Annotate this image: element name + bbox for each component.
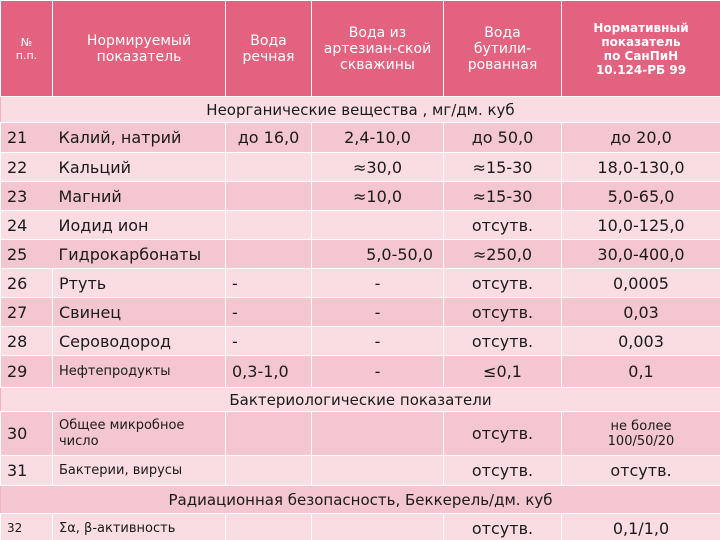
row-artesian-value — [312, 211, 444, 240]
row-river-value: 0,3-1,0 — [226, 356, 312, 388]
row-bottled-value: отсутв. — [444, 211, 562, 240]
row-river-value — [226, 153, 312, 182]
row-river-value — [226, 211, 312, 240]
row-indicator: Калий, натрий — [53, 123, 226, 153]
row-number: 29 — [1, 356, 53, 388]
table-row — [1, 356, 720, 388]
section-row-inorganic — [1, 97, 720, 123]
table-row — [1, 456, 720, 486]
row-bottled-value: ≈250,0 — [444, 240, 562, 269]
row-norm-value: 5,0-65,0 — [562, 182, 720, 211]
table-row — [1, 412, 720, 456]
row-river-value — [226, 412, 312, 456]
row-indicator: Гидрокарбонаты — [53, 240, 226, 269]
row-artesian-value: ≈30,0 — [312, 153, 444, 182]
row-number: 28 — [1, 327, 53, 356]
row-number: 23 — [1, 182, 53, 211]
row-number: 31 — [1, 456, 53, 486]
row-norm-value: 0,03 — [562, 298, 720, 327]
row-indicator: Бактерии, вирусы — [53, 456, 226, 486]
row-artesian-value: - — [312, 327, 444, 356]
row-river-value: до 16,0 — [226, 123, 312, 153]
header-number: № п.п. — [1, 1, 53, 97]
table-row — [1, 514, 720, 540]
row-river-value — [226, 182, 312, 211]
table-row — [1, 123, 720, 153]
table-row — [1, 240, 720, 269]
row-river-value — [226, 240, 312, 269]
row-river-value — [226, 514, 312, 540]
row-bottled-value: отсутв. — [444, 269, 562, 298]
row-norm-value: 0,003 — [562, 327, 720, 356]
row-bottled-value: отсутв. — [444, 456, 562, 486]
section-row-radiation — [1, 486, 720, 514]
row-indicator: Нефтепродукты — [53, 356, 226, 388]
row-river-value: - — [226, 298, 312, 327]
row-number: 27 — [1, 298, 53, 327]
row-bottled-value: до 50,0 — [444, 123, 562, 153]
row-number: 24 — [1, 211, 53, 240]
row-norm-value: не более 100/50/20 — [562, 412, 720, 456]
row-river-value: - — [226, 327, 312, 356]
row-artesian-value: ≈10,0 — [312, 182, 444, 211]
row-indicator: Иодид ион — [53, 211, 226, 240]
row-bottled-value: отсутв. — [444, 298, 562, 327]
row-artesian-value — [312, 412, 444, 456]
row-artesian-value: - — [312, 298, 444, 327]
row-number: 25 — [1, 240, 53, 269]
row-river-value — [226, 456, 312, 486]
row-number: 21 — [1, 123, 53, 153]
table-header-row — [1, 1, 720, 97]
row-artesian-value: - — [312, 269, 444, 298]
section-title-bacteriological: Бактериологические показатели — [1, 388, 720, 412]
row-indicator: Свинец — [53, 298, 226, 327]
row-bottled-value: ≈15-30 — [444, 182, 562, 211]
row-indicator: Σα, β-активность — [53, 514, 226, 540]
row-norm-value: 30,0-400,0 — [562, 240, 720, 269]
table-row — [1, 182, 720, 211]
header-norm: Нормативный показатель по СанПиН 10.124-РБ 99 — [562, 1, 720, 97]
row-norm-value: 0,1/1,0 — [562, 514, 720, 540]
row-number: 32 — [1, 514, 53, 540]
section-title-radiation: Радиационная безопасность, Беккерель/дм. куб — [1, 486, 720, 514]
row-number: 22 — [1, 153, 53, 182]
row-artesian-value — [312, 456, 444, 486]
section-row-bacteriological — [1, 388, 720, 412]
row-indicator: Общее микробное число — [53, 412, 226, 456]
row-norm-value: 18,0-130,0 — [562, 153, 720, 182]
row-artesian-value: - — [312, 356, 444, 388]
row-number: 30 — [1, 412, 53, 456]
row-indicator: Магний — [53, 182, 226, 211]
row-indicator: Кальций — [53, 153, 226, 182]
row-norm-value: 0,1 — [562, 356, 720, 388]
row-norm-value: отсутв. — [562, 456, 720, 486]
section-title-inorganic: Неорганические вещества , мг/дм. куб — [1, 97, 720, 123]
row-bottled-value: отсутв. — [444, 412, 562, 456]
row-artesian-value: 2,4-10,0 — [312, 123, 444, 153]
table-row — [1, 211, 720, 240]
table-row — [1, 327, 720, 356]
row-bottled-value: ≤0,1 — [444, 356, 562, 388]
row-bottled-value: отсутв. — [444, 514, 562, 540]
row-bottled-value: ≈15-30 — [444, 153, 562, 182]
row-artesian-value: 5,0-50,0 — [312, 240, 444, 269]
row-norm-value: 10,0-125,0 — [562, 211, 720, 240]
header-river-water: Вода речная — [226, 1, 312, 97]
row-river-value: - — [226, 269, 312, 298]
row-indicator: Сероводород — [53, 327, 226, 356]
row-norm-value: до 20,0 — [562, 123, 720, 153]
header-artesian-water: Вода из артезиан-ской скважины — [312, 1, 444, 97]
table-row — [1, 269, 720, 298]
row-indicator: Ртуть — [53, 269, 226, 298]
table-row — [1, 298, 720, 327]
header-bottled-water: Вода бутили- рованная — [444, 1, 562, 97]
row-norm-value: 0,0005 — [562, 269, 720, 298]
row-artesian-value — [312, 514, 444, 540]
row-bottled-value: отсутв. — [444, 327, 562, 356]
header-indicator: Нормируемый показатель — [53, 1, 226, 97]
table-row — [1, 153, 720, 182]
row-number: 26 — [1, 269, 53, 298]
